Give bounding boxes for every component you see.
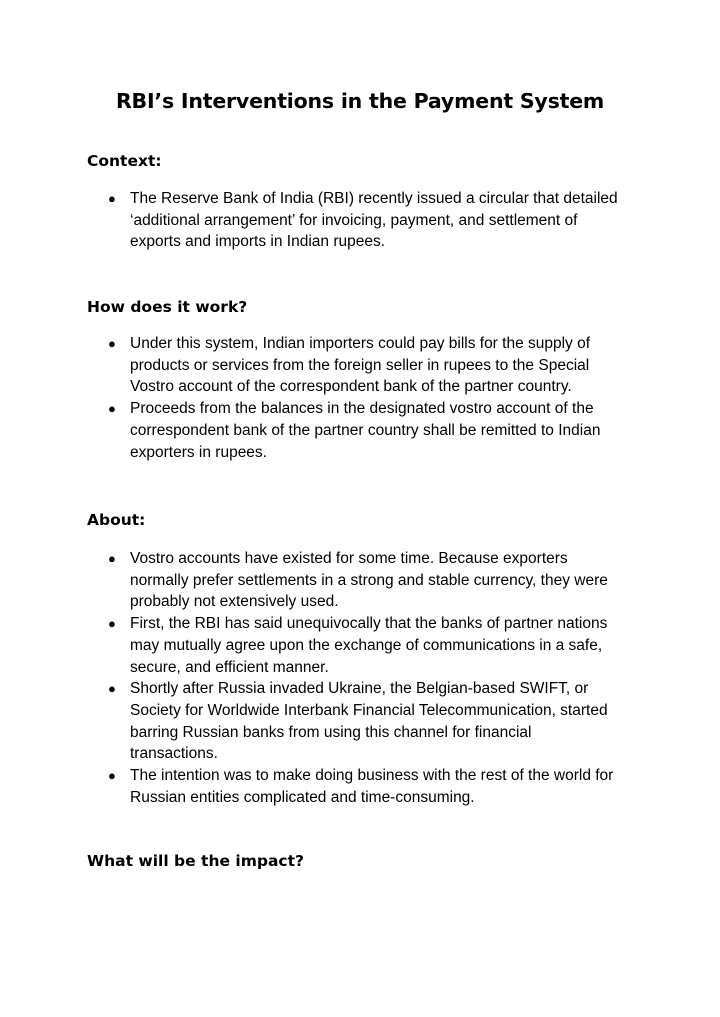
section-heading-about: About: xyxy=(87,511,146,529)
document-title: RBI’s Interventions in the Payment System xyxy=(115,89,605,113)
bullet-icon: ● xyxy=(108,768,116,784)
bullet-icon: ● xyxy=(108,551,116,566)
about-bullet-list xyxy=(0,548,720,808)
section-heading-context: Context: xyxy=(87,152,162,170)
section-heading-impact: What will be the impact? xyxy=(87,852,305,870)
list-item: ● Proceeds from the balances in the designated vostro account of the correspondent bank of the partner country shall be remitted to Indian exporters in rupees. xyxy=(108,400,601,461)
list-item: ● Shortly after Russia invaded Ukraine, the Belgian-based SWIFT, or Society for Worldwide Interbank Financial Telecommunication, started barring Russian banks from using this channel for financial transactions. xyxy=(108,680,608,763)
list-item: ● The intention was to make doing business with the rest of the world for Russian entities complicated and time-consuming. xyxy=(108,767,614,806)
section-heading-how-it-works: How does it work? xyxy=(87,298,248,316)
how-it-works-bullet-list xyxy=(0,333,720,463)
context-bullet-list xyxy=(0,188,720,253)
list-item: ● First, the RBI has said unequivocally that the banks of partner nations may mutually agree upon the exchange of communications in a safe, secure, and efficient manner. xyxy=(108,615,608,676)
list-item: ● The Reserve Bank of India (RBI) recently issued a circular that detailed ‘additional arrangement’ for invoicing, payment, and settlement of exports and imports in Indian rupees. xyxy=(108,190,618,251)
bullet-icon: ● xyxy=(108,681,116,697)
bullet-icon: ● xyxy=(108,401,116,417)
bullet-icon: ● xyxy=(108,336,116,351)
bullet-icon: ● xyxy=(108,616,116,632)
list-item: ● Vostro accounts have existed for some time. Because exporters normally prefer settlements in a strong and stable currency, they were probably not extensively used. xyxy=(108,550,608,611)
list-item: ● Under this system, Indian importers could pay bills for the supply of products or services from the foreign seller in rupees to the Special Vostro account of the correspondent bank of the partner country. xyxy=(108,335,591,396)
bullet-icon: ● xyxy=(108,191,116,206)
